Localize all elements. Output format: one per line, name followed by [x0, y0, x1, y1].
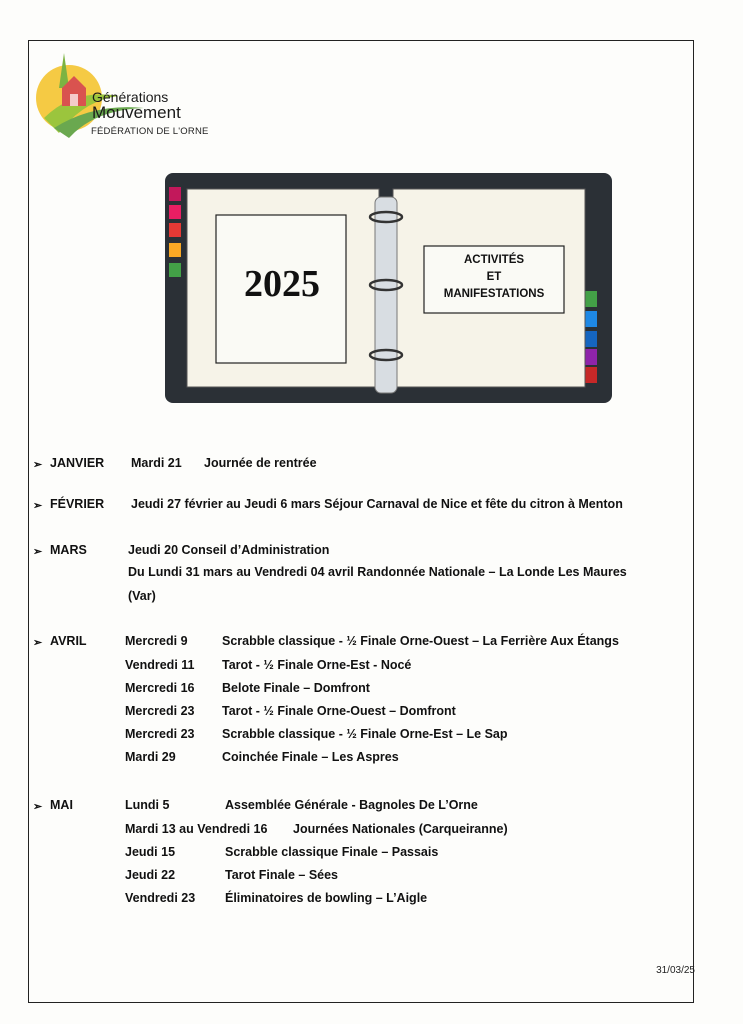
cover-year: 2025 [244, 263, 320, 305]
event-text: Journée de rentrée [204, 456, 317, 470]
event-text: Scrabble classique - ½ Finale Orne-Ouest – La Ferrière Aux Étangs [222, 634, 619, 648]
logo-line3: FÉDÉRATION DE L'ORNE [91, 126, 209, 137]
bullet-arrow-icon: ➢ [33, 801, 43, 813]
event-day: Vendredi 23 [125, 891, 196, 905]
tab-left [169, 187, 181, 201]
event-text: Scrabble classique - ½ Finale Orne-Est – Le Sap [222, 727, 508, 741]
event-day: Lundi 5 [125, 798, 170, 812]
event-text: Assemblée Générale - Bagnoles De L’Orne [225, 798, 478, 812]
month-avril: AVRIL [50, 634, 87, 648]
month-mai: MAI [50, 798, 73, 812]
event-text: (Var) [128, 589, 156, 603]
event-day: Vendredi 11 [125, 658, 195, 672]
bullet-arrow-icon: ➢ [33, 459, 43, 471]
event-text: Jeudi 20 Conseil d’Administration [128, 543, 330, 557]
event-day: Mercredi 23 [125, 704, 195, 718]
month-fevrier: FÉVRIER [50, 497, 105, 511]
event-day: Mardi 21 [131, 456, 182, 470]
event-text: Tarot Finale – Sées [225, 868, 339, 882]
bullet-arrow-icon: ➢ [33, 637, 43, 649]
event-day: Mercredi 9 [125, 634, 188, 648]
bullet-arrow-icon: ➢ [33, 500, 43, 512]
event-day: Mercredi 23 [125, 727, 195, 741]
logo-line1: Générations [92, 89, 169, 105]
binder-spine [375, 197, 397, 393]
event-text: Belote Finale – Domfront [222, 681, 370, 695]
event-day: Jeudi 22 [125, 868, 176, 882]
event-text: Tarot - ½ Finale Orne-Ouest – Domfront [222, 704, 456, 718]
cover-title [424, 246, 564, 313]
cover-title-line1: ACTIVITÉS [463, 254, 525, 266]
cover-title-line2: ET [486, 271, 502, 283]
event-text: Tarot - ½ Finale Orne-Est - Nocé [222, 658, 412, 672]
event-day: Mercredi 16 [125, 681, 195, 695]
event-day: Jeudi 15 [125, 845, 176, 859]
month-janvier: JANVIER [50, 456, 105, 470]
event-text: Jeudi 27 février au Jeudi 6 mars Séjour Carnaval de Nice et fête du citron à Menton [131, 497, 623, 511]
tab-left [169, 205, 181, 219]
event-day: Mardi 13 au Vendredi 16 [125, 822, 268, 836]
event-text: Scrabble classique Finale – Passais [225, 845, 439, 859]
tab-right [585, 291, 597, 307]
event-text: Journées Nationales (Carqueiranne) [293, 822, 508, 836]
event-text: Coinchée Finale – Les Aspres [222, 750, 399, 764]
event-day: Mardi 29 [125, 750, 176, 764]
tab-left [169, 263, 181, 277]
bullet-arrow-icon: ➢ [33, 546, 43, 558]
tab-right [585, 367, 597, 383]
event-text: Du Lundi 31 mars au Vendredi 04 avril Randonnée Nationale – La Londe Les Maures [128, 565, 627, 579]
tab-left [169, 243, 181, 257]
footer-date: 31/03/25 [656, 965, 695, 976]
event-text: Éliminatoires de bowling – L’Aigle [225, 891, 428, 905]
tab-right [585, 331, 597, 347]
cover-title-line3: MANIFESTATIONS [443, 288, 545, 300]
tab-right [585, 349, 597, 365]
logo-line2: Mouvement [92, 103, 181, 122]
tab-left [169, 223, 181, 237]
month-mars: MARS [50, 543, 87, 557]
tab-right [585, 311, 597, 327]
